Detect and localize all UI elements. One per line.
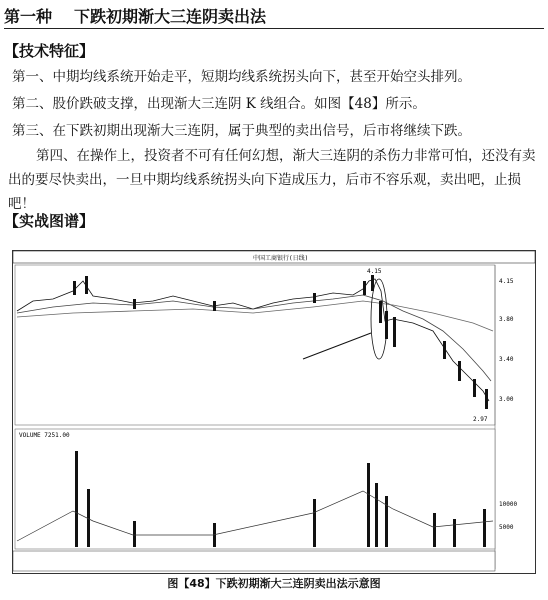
title-number: 第一种: [4, 7, 53, 26]
title-text: 下跌初期渐大三连阴卖出法: [74, 7, 267, 26]
price-tick: 3.80: [499, 316, 514, 323]
price-tick: 4.15: [499, 278, 514, 285]
paragraph-2: 第二、股价跌破支撑，出现渐大三连阴 K 线组合。如图【48】所示。: [12, 96, 426, 112]
volume-tick: 10000: [499, 501, 518, 508]
price-low-label: 2.97: [473, 416, 488, 423]
figure-caption: 图【48】下跌初期渐大三连阴卖出法示意图: [167, 577, 381, 590]
title-rule: [4, 28, 544, 29]
chart-top-title: 中国工商银行(日线): [253, 255, 309, 262]
price-tick: 3.00: [499, 396, 514, 403]
section-heading-features: 【技术特征】: [4, 42, 95, 60]
paragraph-4: 第四、在操作上，投资者不可有任何幻想，渐大三连阴的杀伤力非常可怕，还没有卖出的要尽快卖出，一旦中期均线系统拐头向下造成压力，后市不容乐观，卖出吧，止损吧！: [8, 148, 536, 212]
price-tick: 3.40: [499, 356, 514, 363]
page-title: [4, 4, 266, 27]
volume-tick: 5000: [499, 524, 514, 531]
stock-chart-image: [12, 250, 536, 574]
price-high-label: 4.15: [367, 268, 382, 275]
volume-label: VOLUME 7251.00: [19, 432, 70, 439]
section-heading-chart: 【实战图谱】: [4, 212, 95, 230]
paragraph-1: 第一、中期均线系统开始走平，短期均线系统拐头向下，甚至开始空头排列。: [12, 69, 471, 85]
chart-svg: [13, 251, 535, 573]
paragraph-3: 第三、在下跌初期出现渐大三连阴，属于典型的卖出信号，后市将继续下跌。: [12, 123, 471, 139]
